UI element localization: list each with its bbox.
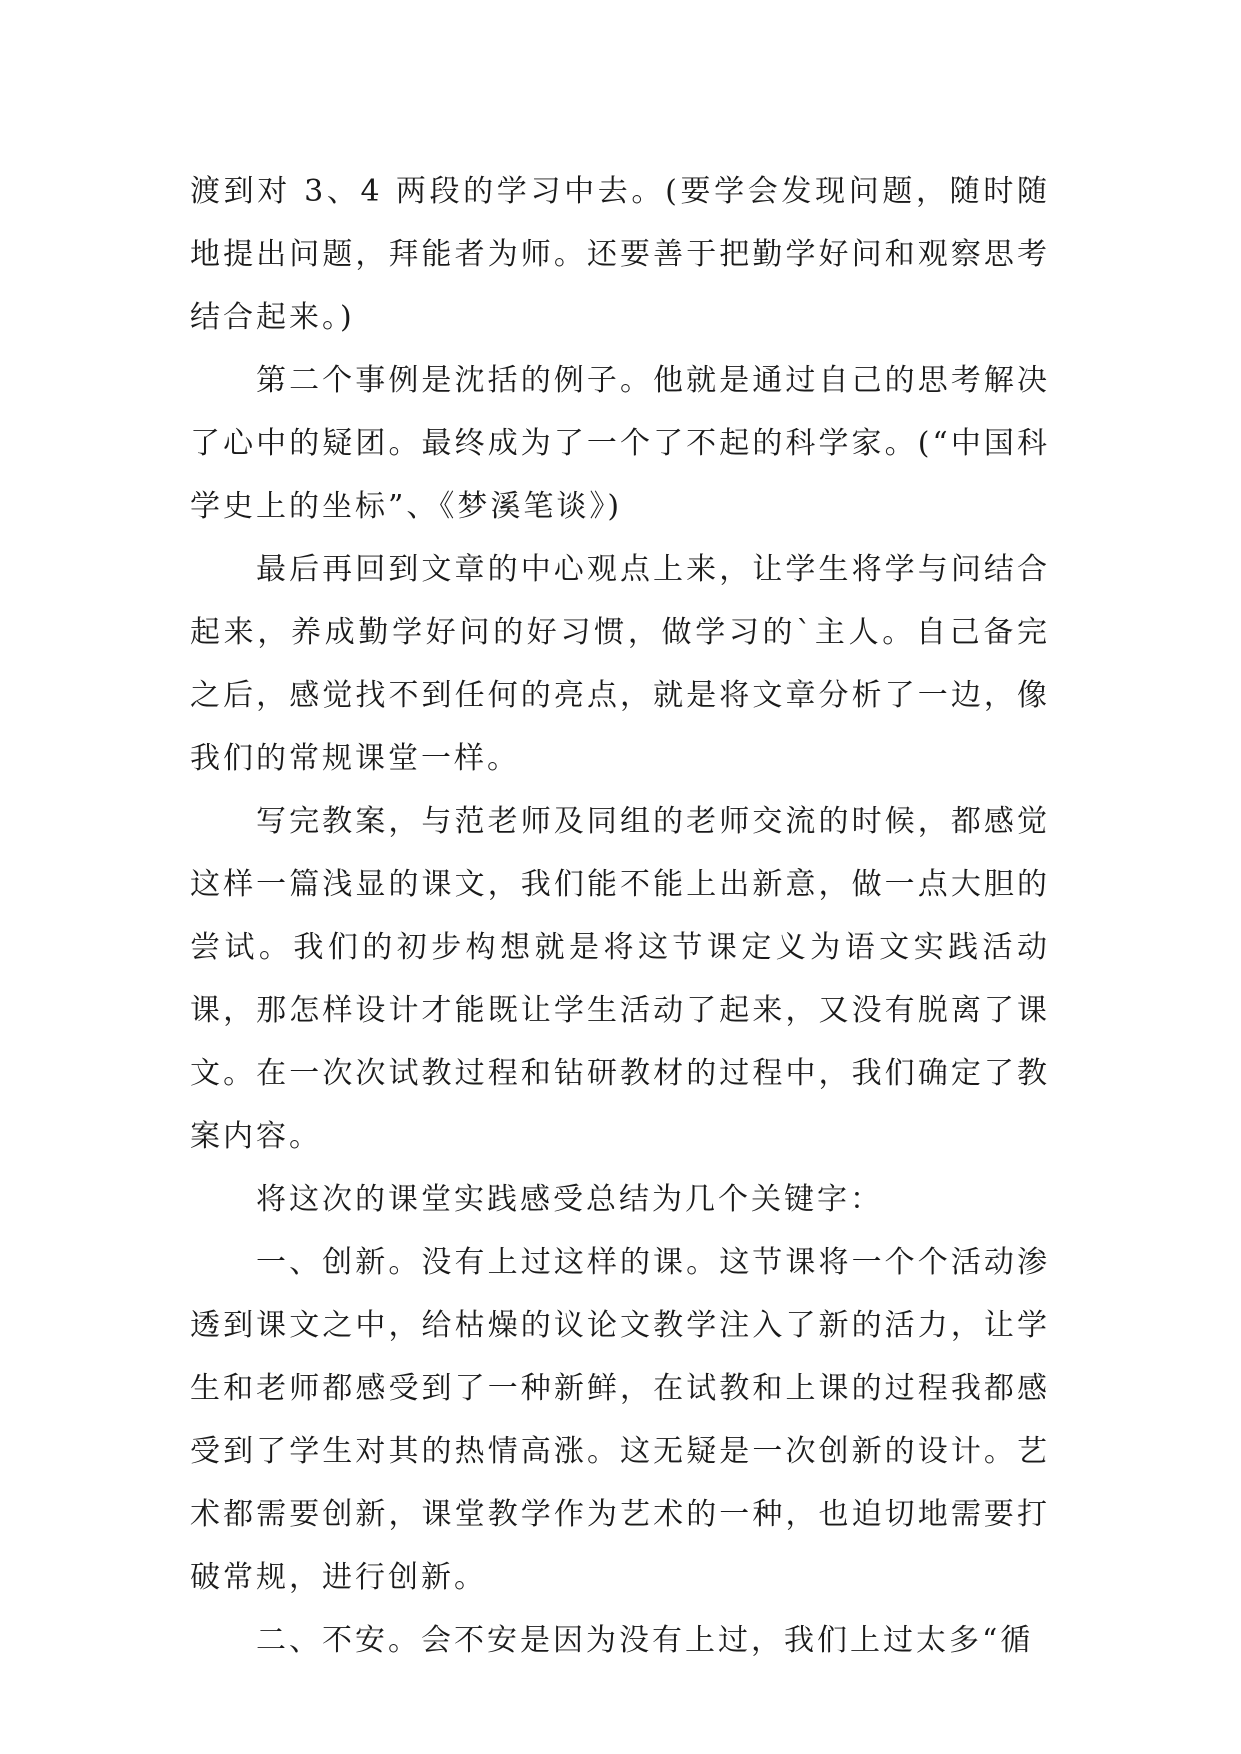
paragraph-shen-kuo-example: 第二个事例是沈括的例子。他就是通过自己的思考解决了心中的疑团。最终成为了一个了不起的科学家。(“中国科学史上的坐标”、《梦溪笔谈》): [190, 363, 1050, 524]
paragraph-keyword-innovation: 一、创新。没有上过这样的课。这节课将一个个活动渗透到课文之中，给枯燥的议论文教学注入了新的活力，让学生和老师都感受到了一种新鲜，在试教和上课的过程我都感受到了学生对其的热情高涨。这无疑是一次创新的设计。艺术都需要创新，课堂教学作为艺术的一种，也迫切地需要打破常规，进行创新。: [190, 1245, 1050, 1595]
document-body: [190, 160, 1050, 1672]
paragraph-lesson-plan-exchange: 写完教案，与范老师及同组的老师交流的时候，都感觉这样一篇浅显的课文，我们能不能上出新意，做一点大胆的尝试。我们的初步构想就是将这节课定义为语文实践活动课，那怎样设计才能既让学生活动了起来，又没有脱离了课文。在一次次试教过程和钻研教材的过程中，我们确定了教案内容。: [190, 804, 1050, 1154]
paragraph-keyword-unease: 二、不安。会不安是因为没有上过，我们上过太多“循: [256, 1623, 1034, 1658]
paragraph-central-viewpoint: 最后再回到文章的中心观点上来，让学生将学与问结合起来，养成勤学好问的好习惯，做学习的`主人。自己备完之后，感觉找不到任何的亮点，就是将文章分析了一边，像我们的常规课堂一样。: [190, 552, 1050, 776]
paragraph-keywords-intro: 将这次的课堂实践感受总结为几个关键字：: [256, 1182, 883, 1217]
paragraph-continuation: 渡到对 3、4 两段的学习中去。(要学会发现问题，随时随地提出问题，拜能者为师。还要善于把勤学好问和观察思考结合起来。): [190, 174, 1050, 335]
